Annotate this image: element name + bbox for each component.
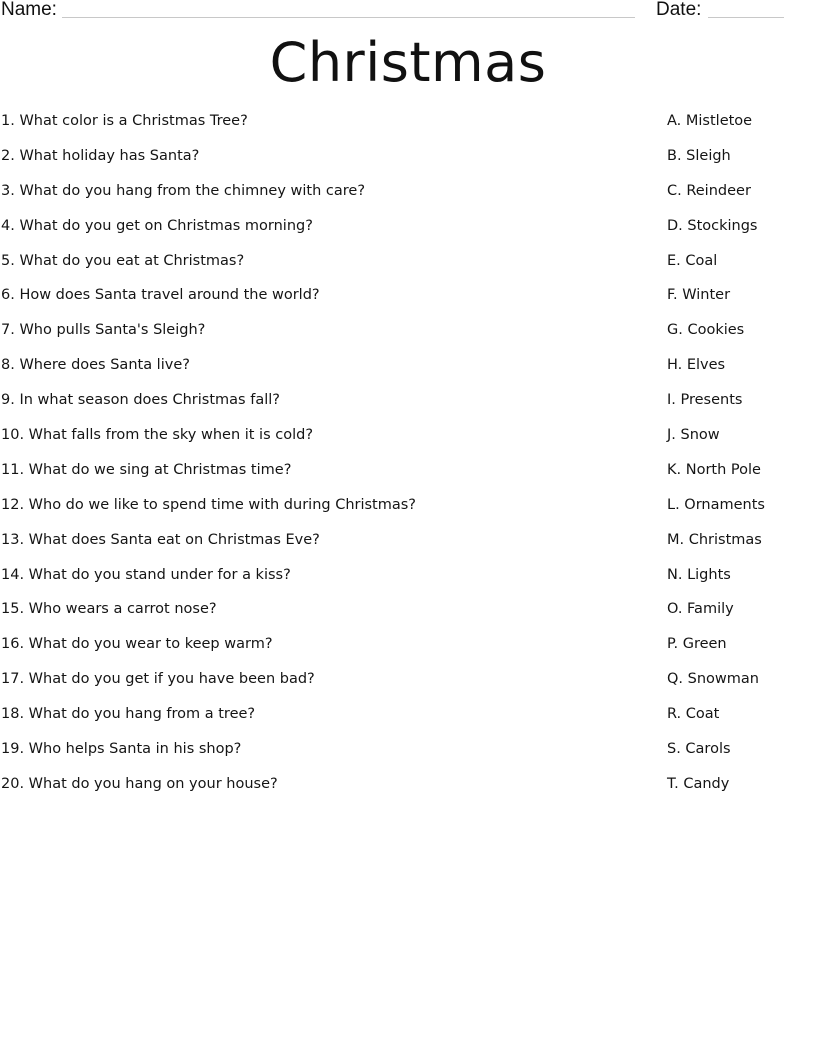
question-item: 12. Who do we like to spend time with during Christmas? bbox=[1, 496, 416, 513]
question-item: 13. What does Santa eat on Christmas Eve? bbox=[1, 531, 320, 548]
answer-item: C. Reindeer bbox=[667, 182, 751, 199]
answer-item: A. Mistletoe bbox=[667, 113, 753, 129]
answer-item: K. North Pole bbox=[667, 461, 761, 478]
answer-item: E. Coal bbox=[667, 252, 718, 269]
answer-item: G. Cookies bbox=[667, 322, 745, 339]
answer-item: R. Coat bbox=[667, 706, 720, 723]
worksheet-header bbox=[0, 0, 816, 24]
answer-item: N. Lights bbox=[667, 566, 731, 583]
worksheet-title: Christmas bbox=[269, 31, 547, 94]
question-item: 16. What do you wear to keep warm? bbox=[1, 636, 273, 653]
question-item: 17. What do you get if you have been bad? bbox=[1, 671, 315, 688]
question-item: 5. What do you eat at Christmas? bbox=[1, 252, 245, 269]
answer-item: S. Carols bbox=[667, 741, 731, 758]
answer-item: J. Snow bbox=[667, 427, 720, 444]
name-label: Name: bbox=[1, 0, 57, 20]
answer-item: L. Ornaments bbox=[667, 496, 765, 513]
question-item: 9. In what season does Christmas fall? bbox=[1, 392, 280, 409]
answer-item: H. Elves bbox=[667, 357, 726, 374]
date-blank-line bbox=[708, 17, 784, 18]
question-item: 18. What do you hang from a tree? bbox=[1, 706, 256, 723]
answer-item: F. Winter bbox=[667, 287, 731, 304]
date-label: Date: bbox=[656, 0, 702, 20]
question-item: 4. What do you get on Christmas morning? bbox=[1, 217, 313, 234]
answer-item: Q. Snowman bbox=[667, 671, 759, 688]
answer-item: O. Family bbox=[667, 601, 734, 618]
answer-item: B. Sleigh bbox=[667, 147, 731, 164]
question-item: 2. What holiday has Santa? bbox=[1, 147, 200, 164]
question-item: 10. What falls from the sky when it is cold? bbox=[1, 427, 314, 444]
question-item: 15. Who wears a carrot nose? bbox=[1, 601, 217, 618]
question-item: 8. Where does Santa live? bbox=[1, 357, 190, 374]
name-blank-line bbox=[62, 17, 635, 18]
answer-item: M. Christmas bbox=[667, 531, 762, 548]
answer-item: I. Presents bbox=[667, 392, 743, 409]
question-item: 6. How does Santa travel around the world? bbox=[1, 287, 320, 304]
question-item: 7. Who pulls Santa's Sleigh? bbox=[1, 322, 206, 339]
question-item: 11. What do we sing at Christmas time? bbox=[1, 461, 292, 478]
questions-list bbox=[1, 111, 641, 809]
question-item: 3. What do you hang from the chimney with care? bbox=[1, 182, 366, 199]
question-item: 1. What color is a Christmas Tree? bbox=[1, 113, 248, 129]
answer-item: D. Stockings bbox=[667, 217, 758, 234]
question-item: 19. Who helps Santa in his shop? bbox=[1, 741, 242, 758]
question-item: 14. What do you stand under for a kiss? bbox=[1, 566, 291, 583]
answers-list bbox=[667, 111, 816, 809]
question-item: 20. What do you hang on your house? bbox=[1, 775, 278, 792]
answer-item: P. Green bbox=[667, 636, 727, 653]
answer-item: T. Candy bbox=[667, 775, 730, 792]
